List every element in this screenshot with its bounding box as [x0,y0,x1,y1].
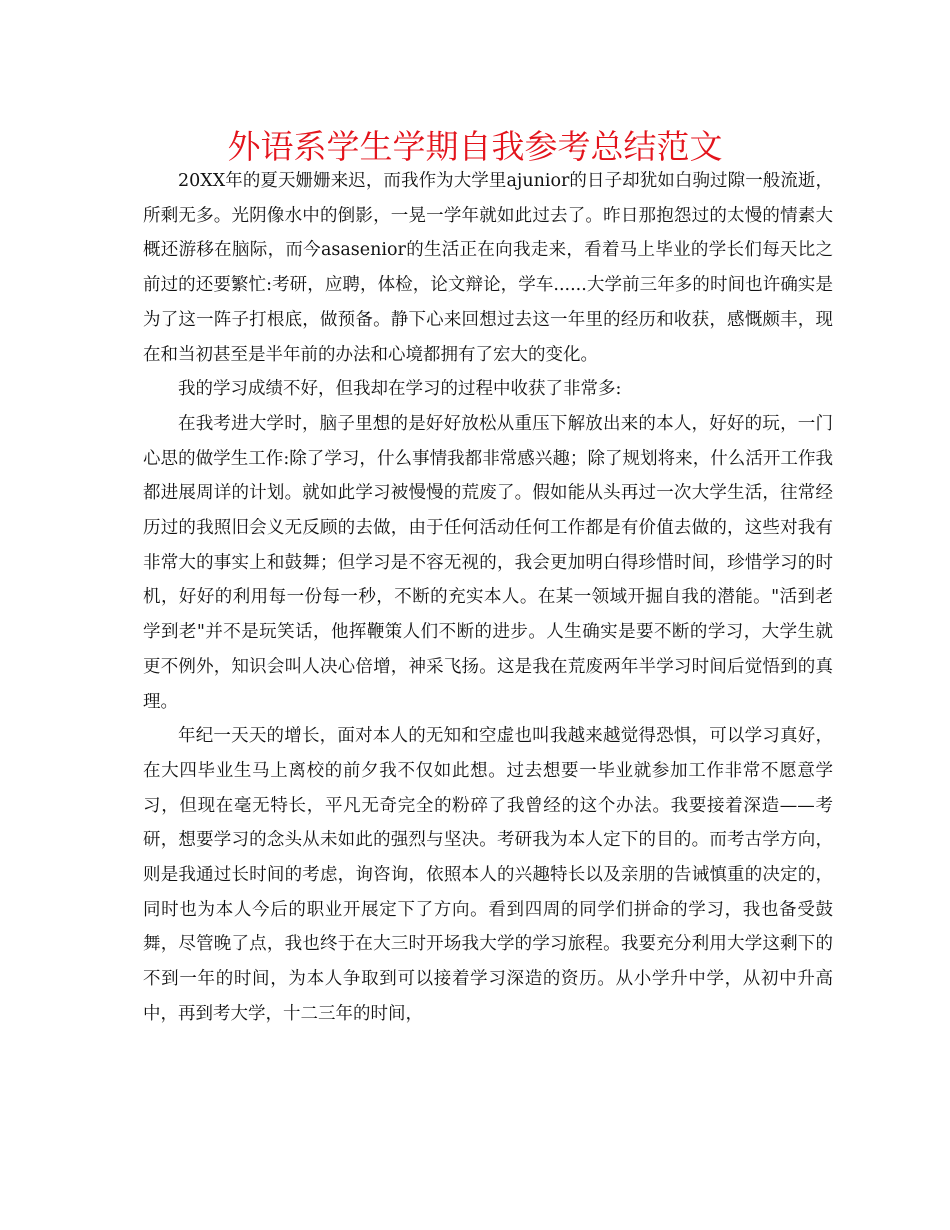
paragraph-2: 我的学习成绩不好，但我却在学习的过程中收获了非常多: [178,379,622,400]
document-title: 外语系学生学期自我参考总结范文 [227,127,723,166]
paragraph-3: 在我考进大学时，脑子里想的是好好放松从重压下解放出来的本人，好好的玩，一门心思的做学生工作:除了学习，什么事情我都非常感兴趣；除了规划将来，什么活开工作我都进展周详的计划。就如此学习被慢慢的荒废了。假如能从头再过一次大学生活，往常经历过的我照旧会义无反顾的去做，由于任何活动任何工作都是有价值去做的，这些对我有非常大的事实上和鼓舞；但学习是不容无视的，我会更加明白得珍惜时间，珍惜学习的时机，好好的利用每一份每一秒，不断的充实本人。在某一领域开掘自我的潜能。"活到老学到老"并不是玩笑话，他挥鞭策人们不断的进步。人生确实是要不断的学习，大学生就更不例外，知识会叫人决心倍增，神采飞扬。这是我在荒废两年半学习时间后觉悟到的真理。 [143,413,833,712]
paragraph-1: 20XX年的夏天姗姗来迟，而我作为大学里ajunior的日子却犹如白驹过隙一般流逝，所剩无多。光阴像水中的倒影，一晃一学年就如此过去了。昨日那抱怨过的太慢的情素大概还游移在脑际，而今asasenior的生活正在向我走来，看着马上毕业的学长们每天比之前过的还要繁忙:考研，应聘，体检，论文辩论，学车......大学前三年多的时间也许确实是为了这一阵子打根底，做预备。静下心来回想过去这一年里的经历和收获，感慨颇丰，现在和当初甚至是半年前的办法和心境都拥有了宏大的变化。 [143,171,833,365]
document-body [143,164,833,1032]
paragraph-4: 年纪一天天的增长，面对本人的无知和空虚也叫我越来越觉得恐惧，可以学习真好，在大四毕业生马上离校的前夕我不仅如此想。过去想要一毕业就参加工作非常不愿意学习，但现在毫无特长，平凡无奇完全的粉碎了我曾经的这个办法。我要接着深造——考研，想要学习的念头从未如此的强烈与坚决。考研我为本人定下的目的。而考古学方向，则是我通过长时间的考虑，询咨询，依照本人的兴趣特长以及亲朋的告诫慎重的决定的，同时也为本人今后的职业开展定下了方向。看到四周的同学们拼命的学习，我也备受鼓舞，尽管晚了点，我也终于在大三时开场我大学的学习旅程。我要充分利用大学这剩下的不到一年的时间，为本人争取到可以接着学习深造的资历。从小学升中学，从初中升高中，再到考大学，十二三年的时间， [143,726,833,1024]
